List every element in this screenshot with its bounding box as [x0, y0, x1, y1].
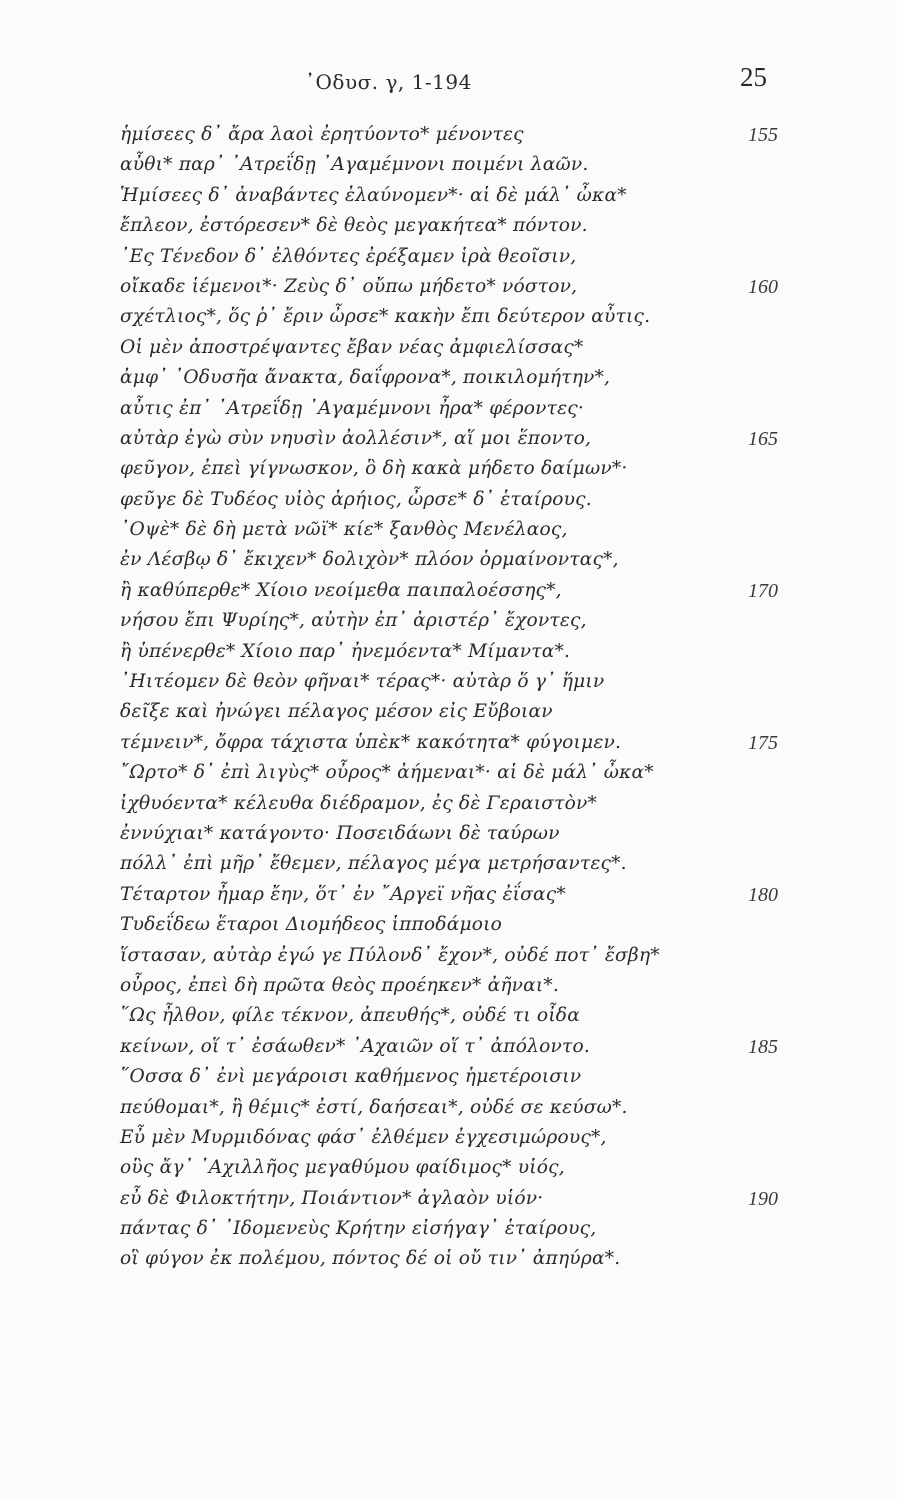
verse-text: ἰχθυόεντα* κέλευθα διέδραμον, ἐς δὲ Γεραιστὸν*	[120, 792, 598, 814]
verse-line	[0, 1062, 897, 1092]
line-number: 180	[748, 883, 778, 906]
verse-line	[0, 849, 897, 879]
verse-line	[0, 697, 897, 727]
verse-line	[0, 1153, 897, 1183]
verse-line	[0, 454, 897, 484]
verse-line	[0, 333, 897, 363]
verse-text: ᾿Οψὲ* δὲ δὴ μετὰ νῶϊ* κίε* ξανθὸς Μενέλαος,	[120, 519, 568, 541]
verse-line	[0, 394, 897, 424]
line-number: 190	[748, 1187, 778, 1210]
verse-text: πεύθομαι*, ἣ θέμις* ἐστί, δαήσεαι*, οὐδέ σε κεύσω*.	[120, 1096, 628, 1118]
verse-text: ἐν Λέσβῳ δ᾿ ἔκιχεν* δολιχὸν* πλόον ὁρμαίνοντας*,	[120, 549, 619, 571]
verse-line	[0, 242, 897, 272]
verse-text: αὖθι* παρ᾿ ᾿Ατρεΐδῃ ᾿Αγαμέμνονι ποιμένι λαῶν.	[120, 154, 589, 176]
verse-line	[0, 758, 897, 788]
page-number: 25	[740, 62, 767, 92]
verse-text: πάντας δ᾿ ᾿Ιδομενεὺς Κρήτην εἰσήγαγ᾿ ἑταίρους,	[120, 1218, 597, 1240]
verse-line	[0, 211, 897, 241]
verse-text: ῞Ως ἦλθον, φίλε τέκνον, ἀπευθής*, οὐδέ τι οἶδα	[120, 1005, 580, 1027]
verse-text: φεῦγε δὲ Τυδέος υἱὸς ἀρήιος, ὦρσε* δ᾿ ἑταίρους.	[120, 488, 592, 510]
verse-text: οἳ φύγον ἐκ πολέμου, πόντος δέ οἱ οὔ τιν᾿ ἀπηύρα*.	[120, 1248, 621, 1270]
verse-line	[0, 363, 897, 393]
verse-list	[0, 120, 897, 1275]
verse-text: αὖτις ἐπ᾿ ᾿Ατρεΐδῃ ᾿Αγαμέμνονι ἦρα* φέροντες·	[120, 397, 585, 419]
verse-text: Τυδεΐδεω ἕταροι Διομήδεος ἱπποδάμοιο	[120, 914, 503, 936]
verse-text: φεῦγον, ἐπεὶ γίγνωσκον, ὃ δὴ κακὰ μήδετο δαίμων*·	[120, 458, 628, 480]
verse-line	[0, 515, 897, 545]
verse-line	[0, 728, 897, 758]
verse-text: ᾿Ες Τένεδον δ᾿ ἐλθόντες ἐρέξαμεν ἱρὰ θεοῖσιν,	[120, 245, 577, 267]
verse-text: Τέταρτον ἦμαρ ἔην, ὅτ᾿ ἐν ῎Αργεϊ νῆας ἐΐσας*	[120, 883, 566, 905]
verse-line	[0, 1123, 897, 1153]
verse-line	[0, 1001, 897, 1031]
verse-line	[0, 120, 897, 150]
verse-text: ῞Οσσα δ᾿ ἐνὶ μεγάροισι καθήμενος ἡμετέροισιν	[120, 1066, 582, 1088]
verse-text: εὖ δὲ Φιλοκτήτην, Ποιάντιον* ἀγλαὸν υἱόν·	[120, 1187, 544, 1209]
verse-text: ῎Ωρτο* δ᾿ ἐπὶ λιγὺς* οὖρος* ἀήμεναι*· αἱ δὲ μάλ᾿ ὦκα*	[120, 762, 654, 784]
verse-line	[0, 1244, 897, 1274]
verse-text: οἴκαδε ἱέμενοι*· Ζεὺς δ᾿ οὔπω μήδετο* νόστον,	[120, 275, 578, 297]
verse-line	[0, 576, 897, 606]
running-title: ᾿Οδυσ. γ, 1-194	[305, 70, 472, 94]
verse-line	[0, 545, 897, 575]
verse-text: νήσου ἔπι Ψυρίης*, αὐτὴν ἐπ᾿ ἀριστέρ᾿ ἔχοντες,	[120, 610, 587, 632]
verse-text: ἔπλεον, ἐστόρεσεν* δὲ θεὸς μεγακήτεα* πόντον.	[120, 215, 588, 237]
verse-line	[0, 1184, 897, 1214]
verse-line	[0, 941, 897, 971]
verse-text: αὐτὰρ ἐγὼ σὺν νηυσὶν ἀολλέσιν*, αἵ μοι ἕποντο,	[120, 427, 592, 449]
line-number: 175	[748, 731, 778, 754]
line-number: 165	[748, 427, 778, 450]
verse-line	[0, 272, 897, 302]
verse-text: ἐννύχιαι* κατάγοντο· Ποσειδάωνι δὲ ταύρων	[120, 822, 560, 844]
verse-text: Ἡμίσεες δ᾿ ἀναβάντες ἐλαύνομεν*· αἱ δὲ μάλ᾿ ὦκα*	[120, 184, 627, 206]
verse-text: ἢ καθύπερθε* Χίοιο νεοίμεθα παιπαλοέσσης*,	[120, 579, 562, 601]
line-number: 185	[748, 1035, 778, 1058]
verse-line	[0, 606, 897, 636]
verse-line	[0, 1032, 897, 1062]
verse-line	[0, 789, 897, 819]
verse-text: ἵστασαν, αὐτὰρ ἐγώ γε Πύλονδ᾿ ἔχον*, οὐδέ ποτ᾿ ἔσβη*	[120, 944, 660, 966]
verse-text: ἀμφ᾿ ᾿Οδυσῆα ἄνακτα, δαΐφρονα*, ποικιλομήτην*,	[120, 367, 611, 389]
running-head	[0, 62, 897, 102]
verse-text: ἢ ὑπένερθε* Χίοιο παρ᾿ ἠνεμόεντα* Μίμαντα*.	[120, 640, 571, 662]
line-number: 160	[748, 275, 778, 298]
verse-line	[0, 910, 897, 940]
line-number: 155	[748, 124, 778, 146]
verse-text: ἡμίσεες δ᾿ ἄρα λαοὶ ἐρητύοντο* μένοντες	[120, 124, 524, 145]
verse-line	[0, 424, 897, 454]
verse-line	[0, 1214, 897, 1244]
line-number: 170	[748, 579, 778, 602]
verse-line	[0, 971, 897, 1001]
verse-line	[0, 637, 897, 667]
verse-line	[0, 150, 897, 180]
verse-line	[0, 880, 897, 910]
verse-text: Εὖ μὲν Μυρμιδόνας φάσ᾿ ἐλθέμεν ἐγχεσιμώρους*,	[120, 1126, 607, 1148]
verse-text: τέμνειν*, ὄφρα τάχιστα ὑπὲκ* κακότητα* φύγοιμεν.	[120, 731, 622, 753]
verse-text: οὖρος, ἐπεὶ δὴ πρῶτα θεὸς προέηκεν* ἀῆναι*.	[120, 974, 560, 996]
verse-line	[0, 1093, 897, 1123]
verse-text: κείνων, οἵ τ᾿ ἐσάωθεν* ᾿Αχαιῶν οἵ τ᾿ ἀπόλοντο.	[120, 1035, 590, 1057]
verse-text: σχέτλιος*, ὅς ῥ᾿ ἔριν ὦρσε* κακὴν ἔπι δεύτερον αὖτις.	[120, 306, 651, 328]
verse-text: πόλλ᾿ ἐπὶ μῆρ᾿ ἔθεμεν, πέλαγος μέγα μετρήσαντες*.	[120, 853, 627, 875]
verse-text: δεῖξε καὶ ἠνώγει πέλαγος μέσον εἰς Εὔβοιαν	[120, 701, 553, 723]
verse-line	[0, 181, 897, 211]
verse-text: Οἱ μὲν ἀποστρέψαντες ἔβαν νέας ἀμφιελίσσας*	[120, 336, 584, 358]
verse-line	[0, 302, 897, 332]
verse-text: οὓς ἄγ᾿ ᾿Αχιλλῆος μεγαθύμου φαίδιμος* υἱός,	[120, 1157, 565, 1179]
verse-line	[0, 485, 897, 515]
verse-line	[0, 667, 897, 697]
verse-text: ᾿Ηιτέομεν δὲ θεὸν φῆναι* τέρας*· αὐτὰρ ὅ γ᾿ ἥμιν	[120, 671, 605, 693]
verse-line	[0, 819, 897, 849]
